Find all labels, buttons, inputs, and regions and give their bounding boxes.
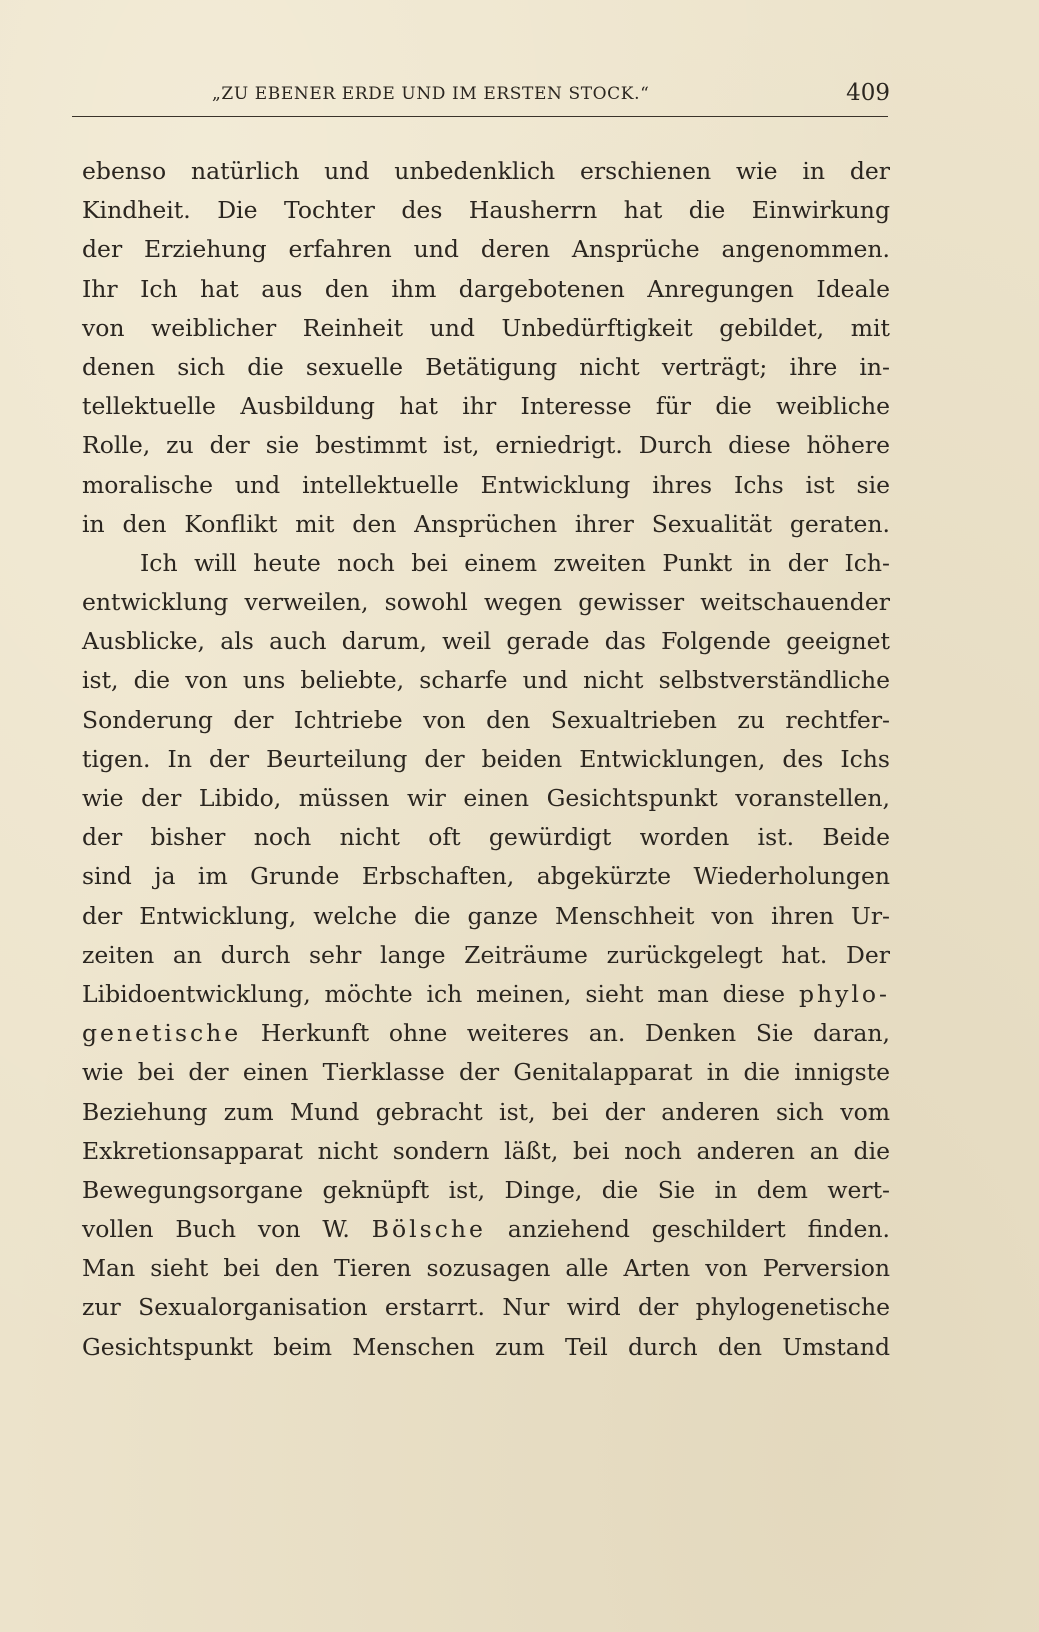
text-line — [82, 975, 890, 1014]
text-line: ebenso natürlich und unbedenklich erschienen wie in der — [82, 157, 890, 185]
emphasized-name: Bölsche — [371, 1215, 486, 1244]
text-segment: Libidoentwicklung, möchte ich meinen, sieht man diese — [82, 979, 786, 1008]
text-segment: vollen Buch von W. — [82, 1215, 350, 1244]
text-line: entwicklung verweilen, sowohl wegen gewisser weitschauender — [82, 588, 890, 617]
paragraph-start-line: Ich will heute noch bei einem zweiten Punkt in der Ich- — [140, 548, 890, 577]
text-line: der bisher noch nicht oft gewürdigt worden ist. Beide — [82, 823, 890, 852]
text-line: in den Konflikt mit den Ansprüchen ihrer Sexualität geraten. — [82, 509, 890, 538]
text-segment: Herkunft ohne weiteres an. Denken Sie daran, — [260, 1019, 890, 1048]
text-line: Man sieht bei den Tieren sozusagen alle Arten von Perversion — [82, 1254, 890, 1283]
text-line: der Erziehung erfahren und deren Ansprüche angenommen. — [82, 235, 890, 264]
text-line: Ihr Ich hat aus den ihm dargebotenen Anregungen Ideale — [82, 274, 890, 303]
header-rule — [72, 116, 888, 117]
text-line: Exkretionsapparat nicht sondern läßt, bei noch anderen an die — [82, 1136, 890, 1165]
text-line: tigen. In der Beurteilung der beiden Entwicklungen, des Ichs — [82, 744, 890, 773]
emphasized-word: phylo- — [798, 979, 890, 1008]
text-line: Sonderung der Ichtriebe von den Sexualtrieben zu rechtfer- — [82, 705, 890, 734]
text-line: Rolle, zu der sie bestimmt ist, erniedrigt. Durch diese höhere — [82, 431, 890, 460]
running-title: „ZU EBENER ERDE UND IM ERSTEN STOCK.“ — [212, 84, 650, 104]
text-line: Kindheit. Die Tochter des Hausherrn hat die Einwirkung — [82, 196, 890, 225]
text-line: moralische und intellektuelle Entwicklung ihres Ichs ist sie — [82, 470, 890, 499]
text-segment: anziehend geschildert finden. — [507, 1215, 890, 1244]
text-line — [82, 1210, 890, 1249]
text-line: denen sich die sexuelle Betätigung nicht verträgt; ihre in- — [82, 352, 890, 381]
body-text — [82, 152, 890, 1367]
text-line: von weiblicher Reinheit und Unbedürftigkeit gebildet, mit — [82, 313, 890, 342]
text-line: Beziehung zum Mund gebracht ist, bei der anderen sich vom — [82, 1097, 890, 1126]
text-line: der Entwicklung, welche die ganze Menschheit von ihren Ur- — [82, 901, 890, 930]
text-line: wie bei der einen Tierklasse der Genitalapparat in die innigste — [82, 1058, 890, 1087]
running-header — [72, 78, 894, 112]
page-number: 409 — [846, 80, 890, 106]
text-line — [82, 1014, 890, 1053]
text-line: wie der Libido, müssen wir einen Gesichtspunkt voranstellen, — [82, 784, 890, 812]
text-line: tellektuelle Ausbildung hat ihr Interesse für die weibliche — [82, 392, 890, 421]
text-line: Gesichtspunkt beim Menschen zum Teil durch den Umstand — [82, 1332, 890, 1361]
emphasized-word: genetische — [82, 1019, 242, 1048]
text-line: Bewegungsorgane geknüpft ist, Dinge, die Sie in dem wert- — [82, 1175, 890, 1204]
text-line: sind ja im Grunde Erbschaften, abgekürzte Wiederholungen — [82, 862, 890, 891]
text-line: Ausblicke, als auch darum, weil gerade das Folgende geeignet — [82, 627, 890, 656]
text-line: ist, die von uns beliebte, scharfe und nicht selbstverständliche — [82, 666, 890, 695]
text-line: zeiten an durch sehr lange Zeiträume zurückgelegt hat. Der — [82, 940, 890, 969]
text-line: zur Sexualorganisation erstarrt. Nur wird der phylogenetische — [82, 1293, 890, 1322]
